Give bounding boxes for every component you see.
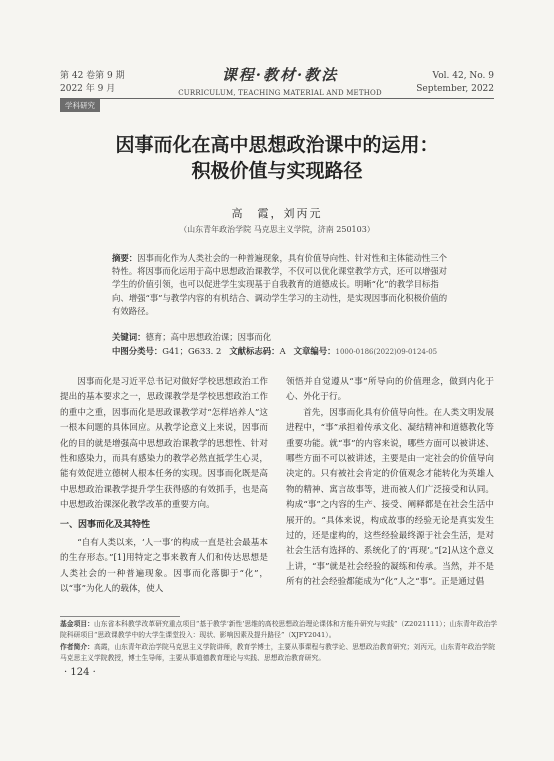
journal-logo: 课程·教材·教法	[221, 66, 339, 84]
section-heading: 一、因事而化及其特性	[60, 519, 151, 530]
article-no-label: 文章编号：	[293, 346, 336, 356]
abstract-label: 摘要：	[112, 253, 138, 263]
footnote-rule	[60, 616, 180, 617]
author-bio-label: 作者简介：	[60, 643, 94, 651]
author-footnote	[60, 642, 500, 664]
left-column	[60, 375, 268, 598]
volume-cn: 第 42 卷第 9 期	[60, 71, 125, 81]
doc-code-text: A	[279, 346, 286, 356]
header-center	[150, 64, 410, 97]
header-left	[60, 70, 125, 96]
doc-code-label: 文献标志码：	[229, 346, 280, 356]
paragraph: 因事而化是习近平总书记对做好学校思想政治工作提出的基本要求之一，思政课教学是学校思想政治工作的重中之重，因事而化是思政课教学对“怎样培养人”这一根本问题的具体回应。从教学论意义上来说，因事而化的目的就是增强高中思想政治课教学的思想性、针对性和感染力，而具有感染力的教学必然直抵学生心灵，能有效促进立德树人根本任务的实现。因事而化既是高中思想政治课教学提升学生获得感的有效抓手，也是高中思想政治课深化教学改革的重要方向。	[60, 377, 268, 511]
paragraph: 首先，因事而化具有价值导向性。在人类文明发展进程中，“事”承担着传承文化、凝结精神和道德教化等重要功能。就“事”的内容来说，哪些方面可以被讲述、哪些方面不可以被讲述，主要是由一定社会的价值导向决定的。只有被社会肯定的价值观念才能转化为英雄人物的精神、寓言故事等，进而被人们广泛接受和认同。构成“事”之内容的生产、接受、阐释都是在社会生活中展开的。“具体来说，构成故事的经验无论是真实发生过的，还是虚构的，这些经验最终源于社会生活，是对社会生活有选择的、系统化了的‘再现’。”[2]从这个意义上讲，“事”就是社会经验的凝练和传承。当然，并不是所有的社会经验都能成为“化”人之“事”。正是通过倡	[286, 407, 494, 588]
keywords-text: 德育；高中思想政治课；因事而化	[145, 332, 272, 342]
header-rule	[60, 98, 494, 99]
paragraph: 领悟并自觉遵从“事”所导向的价值理念，做到内化于心、外化于行。	[286, 377, 494, 403]
date-cn: 2022 年 9 月	[60, 84, 116, 94]
paragraph: “自有人类以来，‘人一事’的构成一直是社会最基本的生存形态。”[1]用特定之事来教育人们和传达思想是人类社会的一种普遍现象。因事而化落脚于“化”，以“事”为化人的载体，使人	[60, 538, 268, 595]
authors: 高 霞，刘丙元	[231, 207, 323, 220]
cls-text: G41；G633. 2	[162, 346, 222, 356]
author-bio-text: 高霞，山东青年政治学院马克思主义学院讲师，教育学博士，主要从事课程与教学论、思想政治教育研究；刘丙元，山东青年政治学院马克思主义学院教授，博士生导师，主要从事道德教育理论与实践、思想政治教育研究。	[60, 643, 495, 662]
article-title	[60, 132, 494, 184]
date-en: September, 2022	[416, 84, 494, 94]
right-column	[286, 375, 494, 591]
abstract	[112, 252, 452, 318]
classification-line	[112, 345, 492, 357]
keywords	[112, 331, 472, 343]
abstract-text: 因事而化作为人类社会的一种普遍现象，具有价值导向性、针对性和主体能动性三个特性。将因事而化运用于高中思想政治课教学，不仅可以优化课堂教学方式，还可以增强对学生的价值引领，也可以促进学生实现基于自我教育的道德成长。明晰“化”的教学目标指向、增强“事”与教学内容的有机结合、调动学生学习的主动性，是实现因事而化积极价值的有效路径。	[112, 253, 448, 316]
fund-label: 基金项目：	[60, 620, 94, 628]
article-no-text: 1000-0186(2022)09-0124-05	[335, 348, 438, 356]
page-number: · 124 ·	[64, 667, 96, 678]
header-right	[416, 70, 494, 96]
keywords-label: 关键词：	[112, 332, 146, 342]
affiliation: （山东青年政治学院 马克思主义学院，济南 250103）	[179, 225, 375, 234]
fund-footnote	[60, 619, 500, 641]
title-line-1: 因事而化在高中思想政治课中的运用：	[115, 134, 439, 156]
volume-en: Vol. 42, No. 9	[432, 71, 494, 81]
cls-label: 中图分类号：	[112, 346, 163, 356]
title-line-2: 积极价值与实现路径	[191, 160, 363, 182]
section-tag: 学科研究	[60, 99, 100, 112]
fund-text: 山东省本科教学改革研究重点项目“基于教学‘新性’思维的高校思想政治理论课体和方能升研究与实践”（Z2021111）；山东青年政治学院科研项目“思政课教学中的大学生课堂投入：现状、影响因素及提升路径”（XJFY2041）。	[60, 620, 498, 639]
journal-name-en: CURRICULUM, TEACHING MATERIAL AND METHOD	[178, 89, 382, 97]
